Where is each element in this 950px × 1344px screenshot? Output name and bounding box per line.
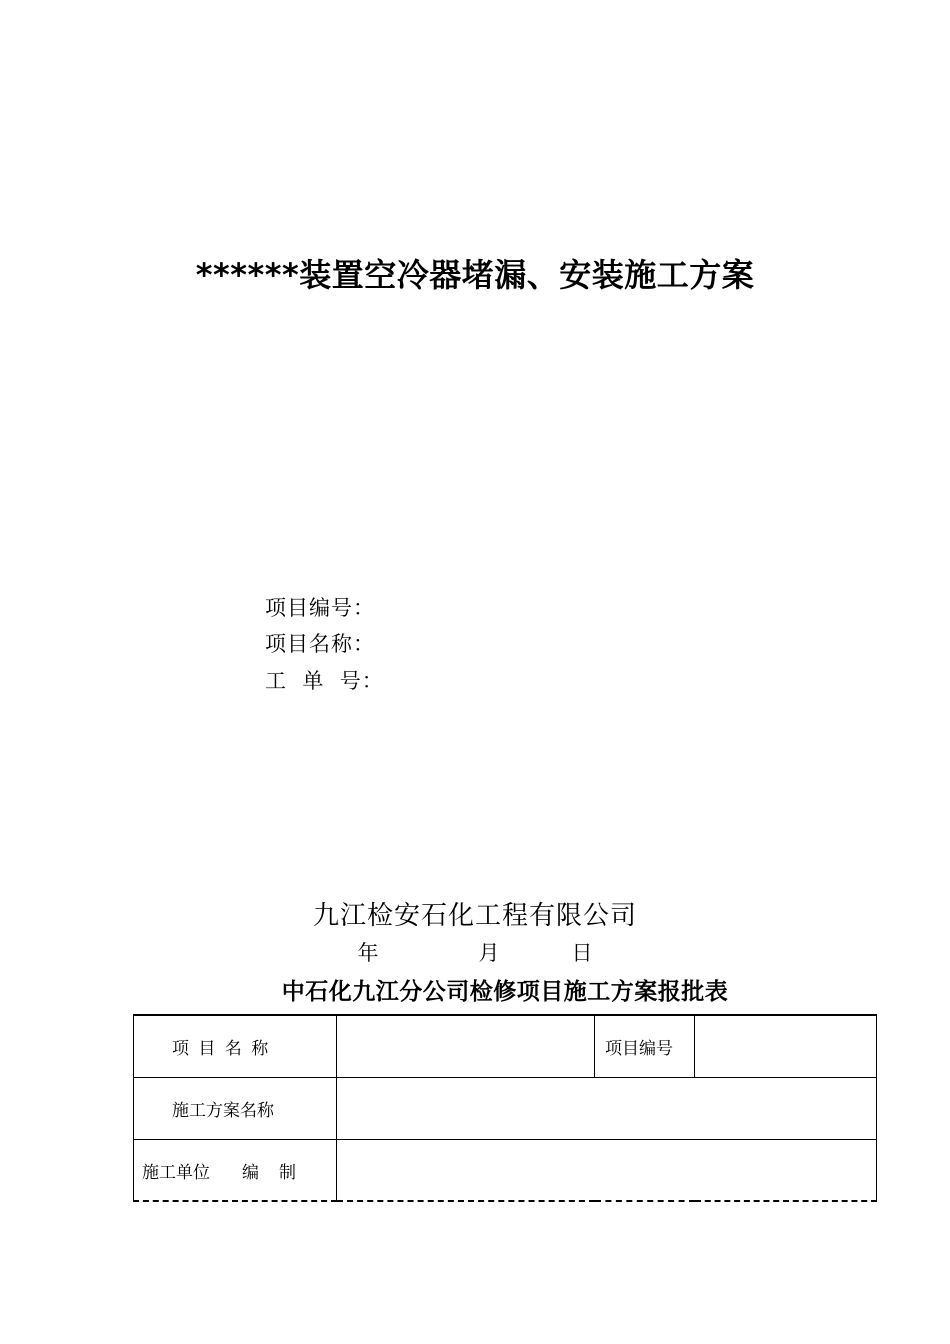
plan-name-cell: 施工方案名称: [134, 1078, 337, 1140]
table-row: [134, 1015, 877, 1078]
project-number-cell: 项目编号: [595, 1015, 695, 1078]
project-number-value[interactable]: [695, 1015, 877, 1078]
approval-form-title: 中石化九江分公司检修项目施工方案报批表: [281, 979, 729, 1005]
plan-name-value[interactable]: [337, 1078, 877, 1140]
construction-unit-value[interactable]: [337, 1140, 877, 1202]
work-order-label: 工 单 号：: [265, 669, 384, 693]
project-name-label: 项目名称：: [265, 632, 375, 656]
date-line: [0, 937, 950, 967]
date-month-label: 月: [478, 941, 500, 965]
table-row: [134, 1140, 877, 1202]
date-year-label: 年: [357, 941, 379, 965]
table-row: [134, 1078, 877, 1140]
project-number-label: 项目编号：: [265, 596, 375, 620]
compiled-by-label: 编制: [242, 1162, 316, 1183]
document-title: ******装置空冷器堵漏、安装施工方案: [195, 256, 755, 294]
approval-table: [133, 1014, 877, 1202]
project-name-cell: 项 目 名 称: [134, 1015, 337, 1078]
construction-unit-cell: [134, 1140, 337, 1202]
company-name: 九江检安石化工程有限公司: [312, 901, 637, 931]
date-day-label: 日: [571, 941, 593, 965]
construction-unit-label: 施工单位: [142, 1162, 210, 1183]
project-name-value[interactable]: [337, 1015, 595, 1078]
